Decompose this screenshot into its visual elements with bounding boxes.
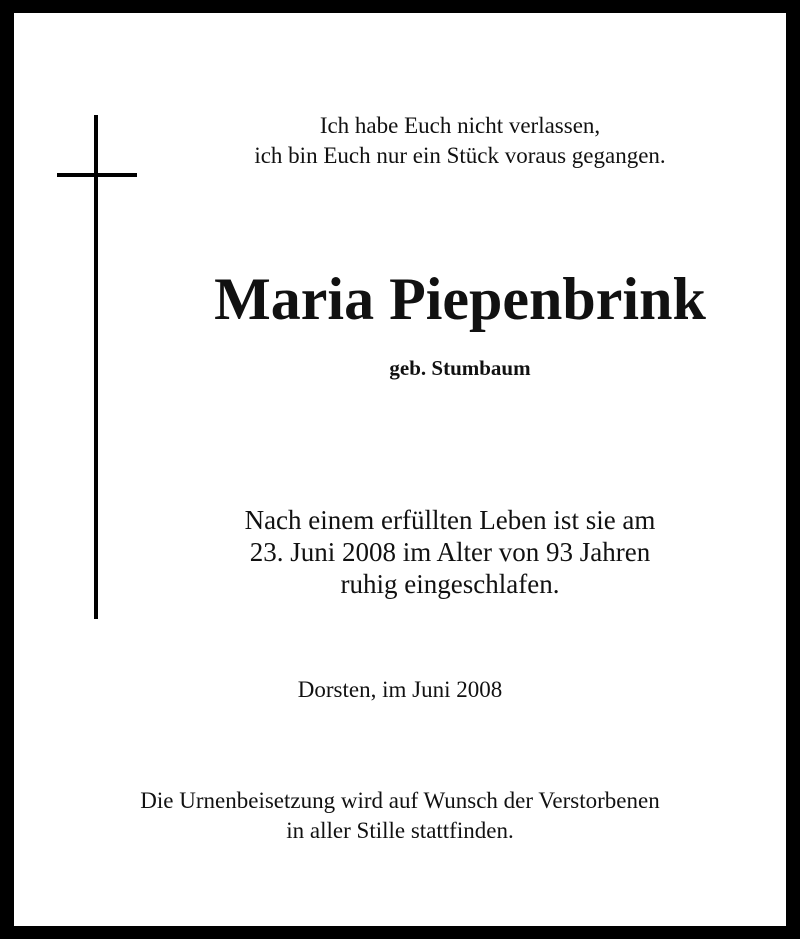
- message-line-3: ruhig eingeschlafen.: [340, 569, 560, 599]
- cross-horizontal-bar: [57, 173, 137, 177]
- deceased-name: Maria Piepenbrink: [214, 266, 706, 332]
- quote-line-2: ich bin Euch nur ein Stück voraus gegangen.: [254, 143, 666, 168]
- maiden-name: geb. Stumbaum: [389, 356, 531, 380]
- message-line-2: 23. Juni 2008 im Alter von 93 Jahren: [249, 537, 651, 567]
- cross-vertical-bar: [94, 115, 98, 619]
- burial-line-1: Die Urnenbeisetzung wird auf Wunsch der Verstorbenen: [140, 788, 660, 813]
- quote-line-1: Ich habe Euch nicht verlassen,: [319, 113, 601, 138]
- place-and-date: Dorsten, im Juni 2008: [297, 677, 503, 702]
- message-line-1: Nach einem erfüllten Leben ist sie am: [244, 505, 656, 535]
- memorial-quote: [160, 111, 760, 171]
- death-message: [150, 504, 750, 600]
- burial-notice: [40, 786, 760, 846]
- burial-line-2: in aller Stille stattfinden.: [286, 818, 514, 843]
